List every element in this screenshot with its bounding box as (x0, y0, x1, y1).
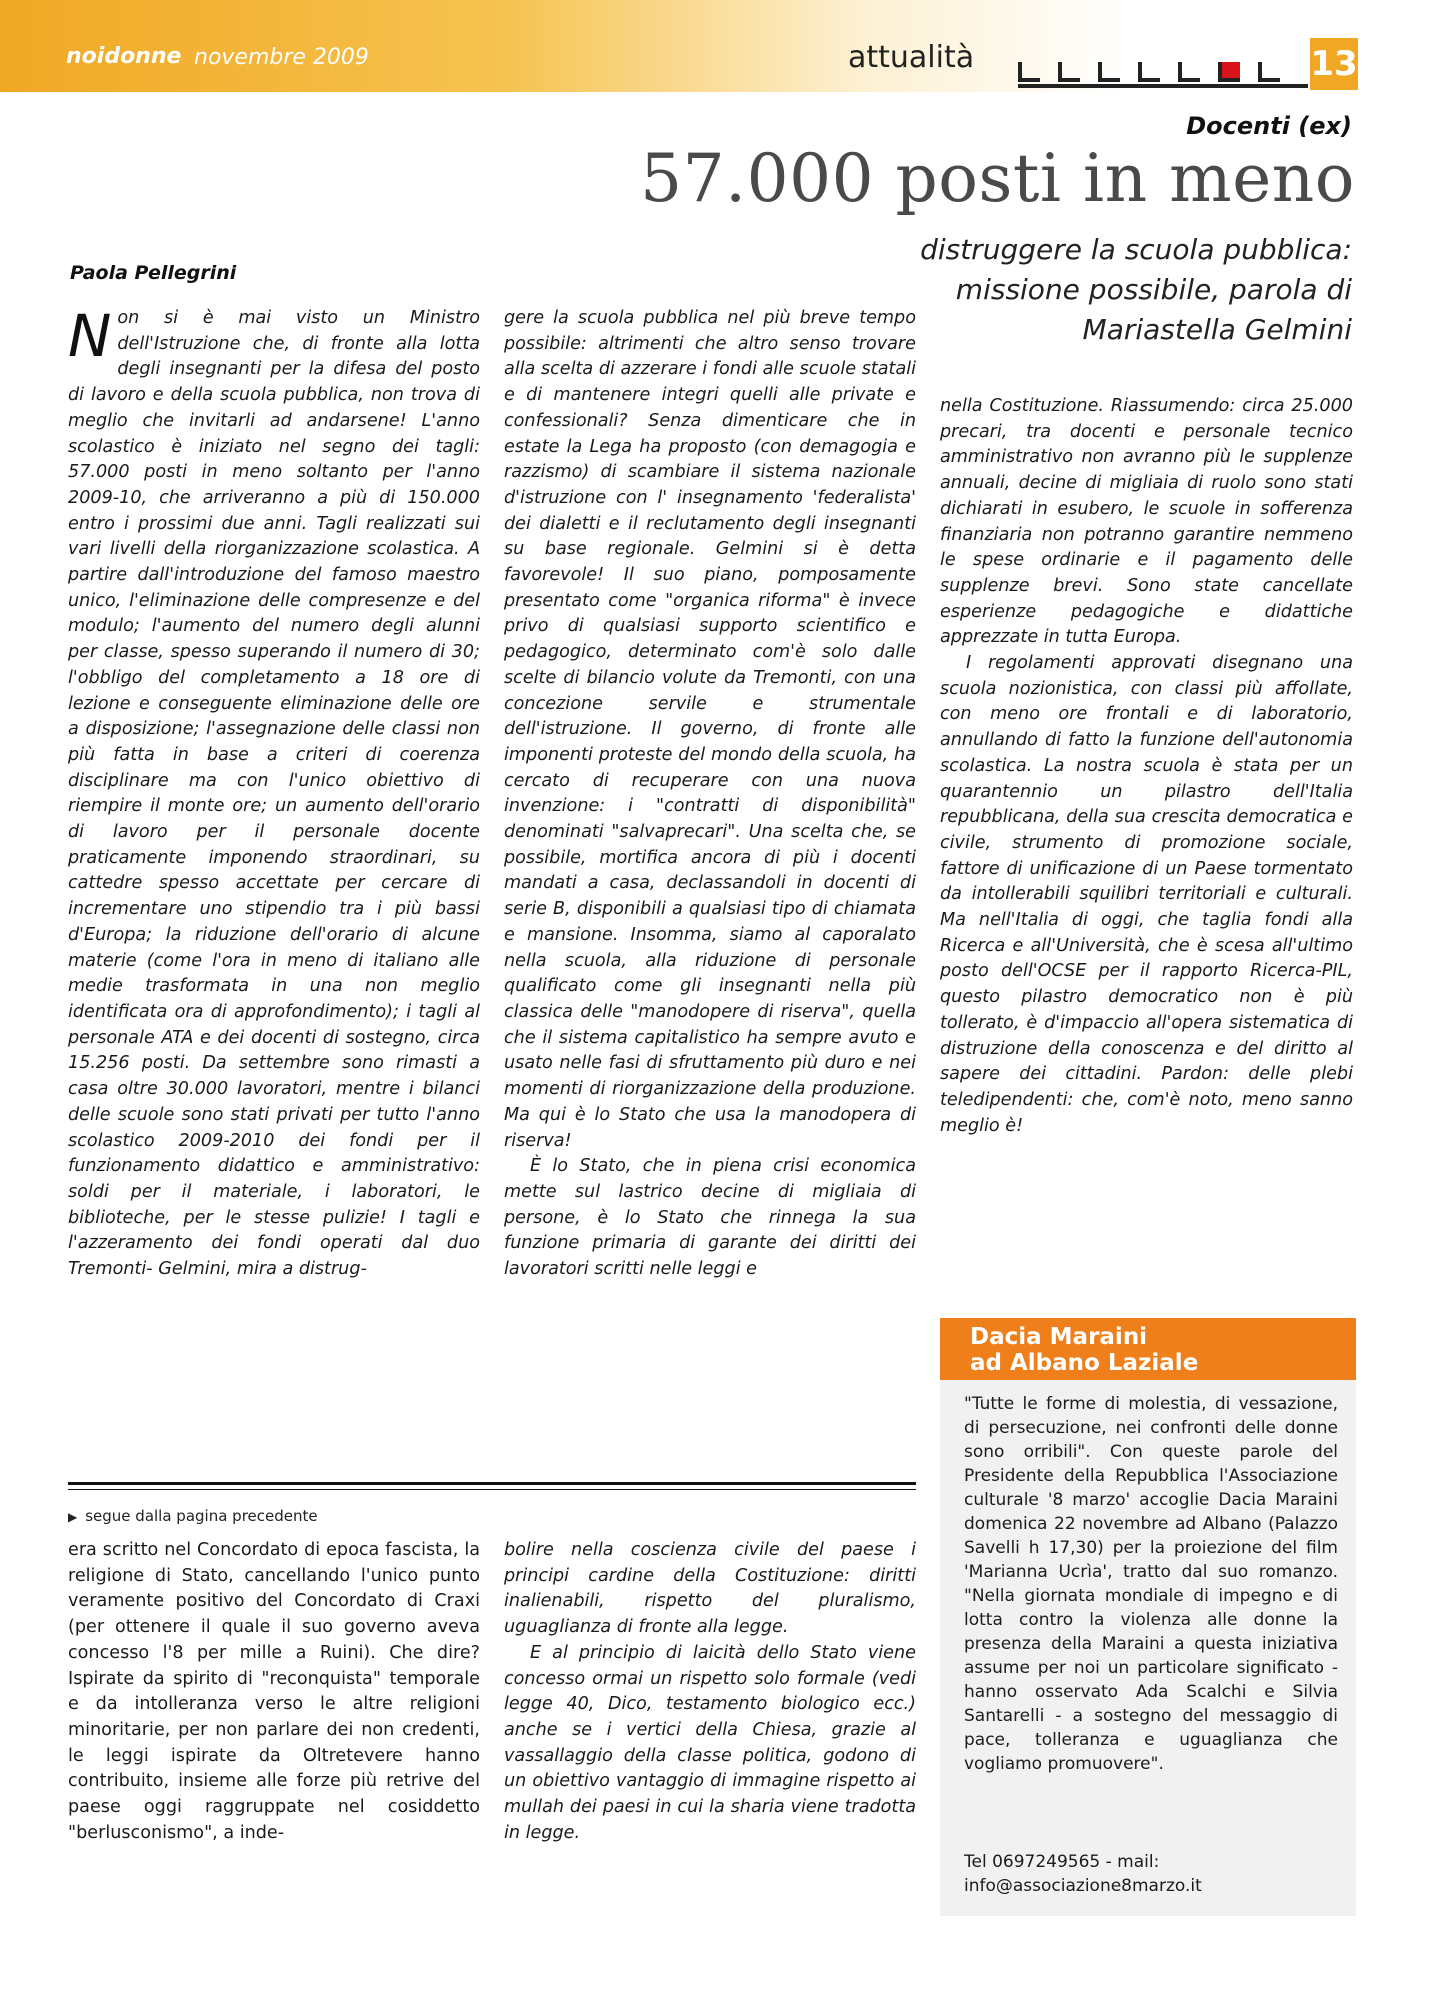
decoration-square (1178, 62, 1200, 82)
continuation-text: segue dalla pagina precedente (85, 1507, 318, 1525)
article-column-3 (940, 394, 1353, 1294)
article-paragraph: era scritto nel Concordato di epoca fascista, la religione di Stato, cancellando l'unico punto veramente positivo del Concordato di Craxi (per ottenere il quale il suo governo aveva concesso l'8 per mille a Ruini). Che dire? Ispirate da spirito di "reconquista" temporale e da intolleranza verso le altre religioni minoritarie, per non parlare dei non credenti, le leggi ispirate da Oltretevere hanno contribuito, insieme alle forze più retrive del paese oggi raggruppate nel cosiddetto "berlusconismo", a inde- (68, 1540, 480, 1843)
article-paragraph: gere la scuola pubblica nel più breve tempo possibile: altrimenti che altro senso trovare alla scelta di azzerare i fondi alle scuole statali e di mantenere integri quelli alle private e confessionali? Senza dimenticare che in estate la Lega ha proposto (con demagogia e razzismo) di scambiare il sistema nazionale d'istruzione con l' insegnamento 'federalista' dei dialetti e il reclutamento degli insegnanti su base regionale. Gelmini si è detta favorevole! Il suo piano, pomposamente presentato come "organica riforma" è invece privo di qualsiasi supporto scientifico e pedagogico, determinato com'è solo dalle scelte di bilancio volute da Tremonti, con una concezione servile e strumentale dell'istruzione. Il governo, di fronte alle imponenti proteste del mondo della scuola, ha cercato di recuperare con una nuova invenzione: i "contratti di disponibilità" denominati "salvaprecari". Una scelta che, se possibile, mortifica ancora di più i docenti mandati a casa, declassandoli in docenti di serie B, disponibili a qualsiasi tipo di chiamata e mansione. Insomma, siamo al caporalato nella scuola, alla riduzione di personale qualificato come gli insegnanti nella più classica delle "manodopere di riserva", quella che il sistema capitalistico ha sempre avuto e usato nelle fasi di sfruttamento più duro e nei momenti di riorganizzazione della produzione. Ma qui è lo Stato che usa la manodopera di riserva! (504, 308, 916, 1151)
continuation-column-2 (504, 1538, 916, 1918)
sidebar-title-line-2: ad Albano Laziale (970, 1350, 1199, 1376)
article-paragraph: nella Costituzione. Riassumendo: circa 25.000 precari, tra docenti e personale tecnico amministrativo non avranno più le supplenze annuali, decine di migliaia di ruolo sono stati dichiarati in esubero, le scuole in sofferenza finanziaria non potranno garantire nemmeno le spese ordinarie e il pagamento delle supplenze brevi. Sono state cancellate esperienze pedagogiche e didattiche apprezzate in tutta Europa. (940, 396, 1353, 648)
section-label: attualità (848, 40, 975, 75)
divider-rule-thin (68, 1489, 916, 1490)
article-column-1 (68, 306, 480, 1466)
page-number: 13 (1310, 38, 1358, 90)
decoration-square (1138, 62, 1160, 82)
article-paragraph: E al principio di laicità dello Stato viene concesso ormai un rispetto solo formale (vedi legge 40, Dico, testamento biologico ecc.) anche se i vertici della Chiesa, grazie al vassallaggio della classe politica, godono di un obiettivo vantaggio di immagine rispetto ai mullah dei paesi in cui la sharia viene tradotta in legge. (504, 1642, 916, 1843)
article-column-2 (504, 306, 916, 1466)
article-paragraph: bolire nella coscienza civile del paese i principi cardine della Costituzione: diritti inalienabili, rispetto del pluralismo, uguaglianza di fronte alla legge. (504, 1540, 916, 1638)
sidebar-box-contact: Tel 0697249565 - mail: info@associazione8marzo.it (964, 1852, 1202, 1896)
sidebar-box (940, 1318, 1356, 1916)
section-decoration (1018, 52, 1308, 92)
sidebar-box-header (940, 1318, 1356, 1380)
sidebar-box-title (970, 1324, 1198, 1376)
article-paragraph: È lo Stato, che in piena crisi economica mette sul lastrico decine di migliaia di persone, è lo Stato che rinnega la sua funzione primaria di garante dei diritti dei lavoratori scritti nelle leggi e (504, 1156, 916, 1280)
divider-rule (68, 1482, 916, 1485)
issue-date: novembre 2009 (194, 45, 369, 70)
article-author: Paola Pellegrini (70, 262, 237, 284)
continuation-label (68, 1507, 318, 1525)
article-paragraph (68, 306, 480, 1283)
decoration-line (1018, 84, 1308, 88)
magazine-name: noidonne (66, 44, 182, 69)
decoration-square-red (1218, 62, 1240, 82)
article-title: 57.000 posti in meno (640, 140, 1355, 217)
decoration-square (1018, 62, 1040, 82)
decoration-square (1058, 62, 1080, 82)
continuation-column-1 (68, 1538, 480, 1918)
drop-cap: N (68, 306, 112, 370)
decoration-square (1258, 62, 1280, 82)
sidebar-title-line-1: Dacia Maraini (970, 1324, 1148, 1350)
article-subtitle: distruggere la scuola pubblica: missione possibile, parola di Mariastella Gelmini (920, 233, 1352, 346)
article-paragraph: I regolamenti approvati disegnano una scuola nozionistica, con classi più affollate, con meno ore frontali e di laboratorio, annullando di fatto la funzione dell'autonomia scolastica. La nostra scuola è stata per un quarantennio un pilastro dell'Italia repubblicana, della sua crescita democratica e civile, strumento di promozione sociale, fattore di unificazione di un Paese tormentato da intollerabili squilibri territoriali e culturali. Ma nell'Italia di oggi, che taglia fondi alla Ricerca e all'Università, che è scesa all'ultimo posto dell'OCSE per il rapporto Ricerca-PIL, questo pilastro democratico non è più tollerato, è d'impaccio all'opera sistematica di distruzione della conoscenza e del diritto al sapere dei cittadini. Pardon: delle plebi teledipendenti: che, com'è noto, meno sanno meglio è! (940, 653, 1353, 1136)
column-1-text: on si è mai visto un Ministro dell'Istruzione che, di fronte alla lotta degli insegnanti per la difesa del posto di lavoro e della scuola pubblica, non trova di meglio che invitarli ad andarsene! L'anno scolastico è iniziato nel segno dei tagli: 57.000 posti in meno soltanto per l'anno 2009-10, che arriveranno a più di 150.000 entro i prossimi due anni. Tagli realizzati sui vari livelli della riorganizzazione scolastica. A partire dall'introduzione del famoso maestro unico, l'eliminazione delle compresenze e del modulo; l'aumento del numero degli alunni per classe, spesso superando il numero di 30; l'obbligo del completamento a 18 ore di lezione e conseguente eliminazione delle ore a disposizione; l'assegnazione delle classi non più fatta in base a criteri di coerenza disciplinare ma con l'unico obiettivo di riempire il monte ore; un aumento dell'orario di lavoro per il personale docente praticamente imponendo straordinari, su cattedre spesso accettate per cercare di incrementare uno stipendio tra i più bassi d'Europa; la riduzione dell'orario di alcune materie (come l'ora in meno di italiano alle medie trasformata in una non meglio identificata ora di approfondimento); i tagli al personale ATA e dei docenti di sostegno, circa 15.256 posti. Da settembre sono rimasti a casa oltre 30.000 lavoratori, mentre i bilanci delle scuole sono stati privati per tutto l'anno scolastico 2009-2010 dei fondi per il funzionamento didattico e amministrativo: soldi per il materiale, i laboratori, le biblioteche, per le stesse pulizie! I tagli e l'azzeramento dei fondi operati dal duo Tremonti- Gelmini, mira a distrug- (68, 308, 480, 1280)
arrow-right-icon: ▶ (68, 1510, 78, 1524)
sidebar-box-body: "Tutte le forme di molestia, di vessazione, di persecuzione, nei confronti delle donne sono orribili". Con queste parole del Presidente della Repubblica l'Associazione culturale '8 marzo' accoglie Dacia Maraini domenica 22 novembre ad Albano (Palazzo Savelli h 17,30) per la proiezione del film 'Marianna Ucrìa', tratto dal suo romanzo. "Nella giornata mondiale di impegno e di lotta contro la violenza alle donne la presenza della Maraini a questa iniziativa assume per noi un particolare significato - hanno osservato Ada Scalchi e Silvia Santarelli - a sostegno del messaggio di pace, tolleranza e uguaglianza che vogliamo promuovere". (964, 1394, 1338, 1774)
article-kicker: Docenti (ex) (1186, 112, 1352, 140)
decoration-square (1098, 62, 1120, 82)
